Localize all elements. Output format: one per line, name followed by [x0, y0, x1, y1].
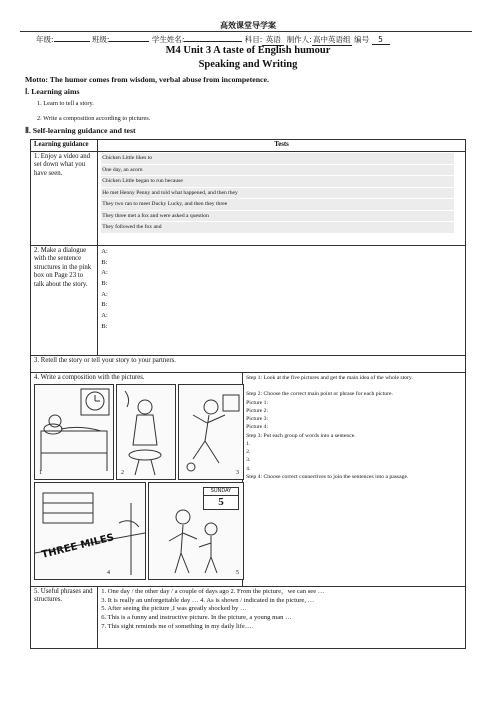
- comic-pictures: [34, 384, 239, 580]
- class-field[interactable]: [109, 41, 149, 42]
- aim-item-1: 1. Learn to tell a story.: [37, 100, 94, 107]
- dialogue-line[interactable]: B:: [101, 322, 108, 330]
- calendar: [203, 487, 239, 509]
- phrase-line: 7. This sight reminds me of something in my daily life….: [101, 622, 254, 630]
- comic-panel-1: [34, 384, 114, 480]
- panel-number-3: 3: [236, 469, 239, 476]
- step-line[interactable]: Picture 1:: [246, 399, 269, 406]
- col-header-tests: Tests: [98, 140, 466, 152]
- row2-guide: 2. Make a dialogue with the sentence structures in the pink box on Page 23 to talk about the story.: [31, 246, 98, 356]
- subject-field: 英语: [262, 34, 284, 46]
- step-line[interactable]: Picture 2:: [246, 407, 269, 414]
- page-subtitle: Speaking and Writing: [198, 59, 298, 70]
- story-line-2[interactable]: One day, an acorn: [101, 165, 454, 176]
- road-sign-illustration: [35, 483, 145, 579]
- step-line: Step 3: Put each group of words into a sentence.: [246, 432, 356, 439]
- dialogue-line[interactable]: A:: [101, 312, 108, 320]
- student-label: 学生姓名:: [151, 35, 185, 44]
- comic-panel-3: [178, 384, 244, 480]
- washing-man-illustration: [117, 385, 175, 479]
- phrase-line: 3. It is really an unforgettable day … 4. As is shown / indicated in the picture, …: [101, 596, 315, 604]
- step-line[interactable]: 4.: [246, 465, 251, 472]
- dialogue-line[interactable]: B:: [101, 258, 108, 266]
- phrase-line: 6. This is a funny and instructive picture. In the picture, a young man …: [101, 614, 292, 622]
- comic-panel-4: [34, 482, 146, 580]
- row2-dialogue: [98, 246, 466, 356]
- class-label: 班级:: [91, 35, 110, 44]
- story-line-5[interactable]: They two ran to meet Ducky Lucky, and then they three: [101, 199, 454, 210]
- guidance-table: [30, 139, 466, 649]
- dialogue-line[interactable]: A:: [101, 290, 108, 298]
- dialogue-line[interactable]: A:: [101, 248, 108, 255]
- grade-label: 年级:: [36, 35, 54, 44]
- aim-item-2: 2. Write a composition according to pictures.: [37, 115, 151, 122]
- motto: Motto: The humor comes from wisdom, verbal abuse from incompetence.: [25, 75, 269, 84]
- comic-panel-2: [116, 384, 176, 480]
- number-field: 5: [372, 35, 390, 45]
- story-line-6[interactable]: They three met a fox and were asked a question: [101, 211, 454, 222]
- panel-number-5: 5: [236, 569, 239, 576]
- row1-guide: 1. Enjoy a video and set down what you have seen.: [31, 152, 98, 246]
- step-line: Step 2: Choose the correct main point or phrase for each picture.: [246, 391, 393, 398]
- comic-panel-5: [148, 482, 244, 580]
- row5-phrases: [98, 587, 466, 649]
- phrase-line: 1. One day / the other day / a couple of days ago 2. From the picture，we can see …: [101, 588, 325, 595]
- story-line-7[interactable]: They followed the fox and: [101, 222, 454, 233]
- step-line: [246, 382, 462, 390]
- student-field[interactable]: [184, 41, 242, 42]
- dialogue-line[interactable]: B:: [101, 280, 108, 288]
- number-label: 编号: [354, 35, 370, 44]
- calendar-day: SUNDAY: [204, 488, 238, 495]
- header-divider: [20, 31, 472, 32]
- row4-guide: 4. Write a composition with the pictures.: [34, 374, 145, 381]
- row1-tests: [98, 152, 466, 246]
- step-line[interactable]: 2.: [246, 449, 251, 456]
- dialogue-line[interactable]: B:: [101, 301, 108, 309]
- dialogue-line[interactable]: A:: [101, 269, 108, 277]
- row4-composition: [31, 373, 243, 587]
- step-line[interactable]: 3.: [246, 457, 251, 464]
- author-label: 制作人:: [286, 35, 312, 44]
- step-line: Step 1: Look at the five pictures and get the main idea of the whole story.: [246, 375, 413, 381]
- row3-retell: 3. Retell the story or tell your story to your partners.: [31, 356, 466, 373]
- panel-number-1: 1: [39, 469, 42, 476]
- sleeping-man-illustration: [35, 385, 113, 479]
- section1-heading: Ⅰ. Learning aims: [25, 87, 80, 96]
- step-line: Step 4: Choose correct connectives to join the sentences into a passage.: [246, 473, 409, 480]
- phrase-line: 5. After seeing the picture ,I was greatly shocked by …: [101, 605, 247, 613]
- header-banner: 高效课堂导学案: [220, 21, 276, 30]
- calendar-number: 5: [218, 495, 224, 508]
- author-field: 高中英语组: [312, 35, 351, 44]
- panel-number-2: 2: [121, 469, 124, 476]
- grade-field[interactable]: [54, 41, 90, 42]
- story-line-4[interactable]: He met Henny Penny and told what happened, and then they: [101, 188, 454, 199]
- panel-number-4: 4: [107, 569, 110, 576]
- story-line-3[interactable]: Chicken Little began to run because: [101, 176, 454, 187]
- running-man-illustration: [179, 385, 243, 479]
- three-miles-sign: THREE MILES: [40, 532, 116, 562]
- step-line[interactable]: Picture 3:: [246, 416, 269, 423]
- page-title: M4 Unit 3 A taste of English humour: [165, 45, 331, 56]
- row4-steps: [243, 373, 466, 587]
- step-line[interactable]: 1.: [246, 440, 251, 447]
- step-line[interactable]: Picture 4:: [246, 424, 269, 431]
- subject-label: 科目:: [244, 35, 263, 44]
- section2-heading: Ⅱ. Self-learning guidance and test: [25, 126, 136, 135]
- row5-guide: 5. Useful phrases and structures.: [31, 587, 98, 649]
- story-line-1[interactable]: Chicken Little likes to: [101, 153, 454, 164]
- col-header-guidance: Learning guidance: [31, 140, 98, 152]
